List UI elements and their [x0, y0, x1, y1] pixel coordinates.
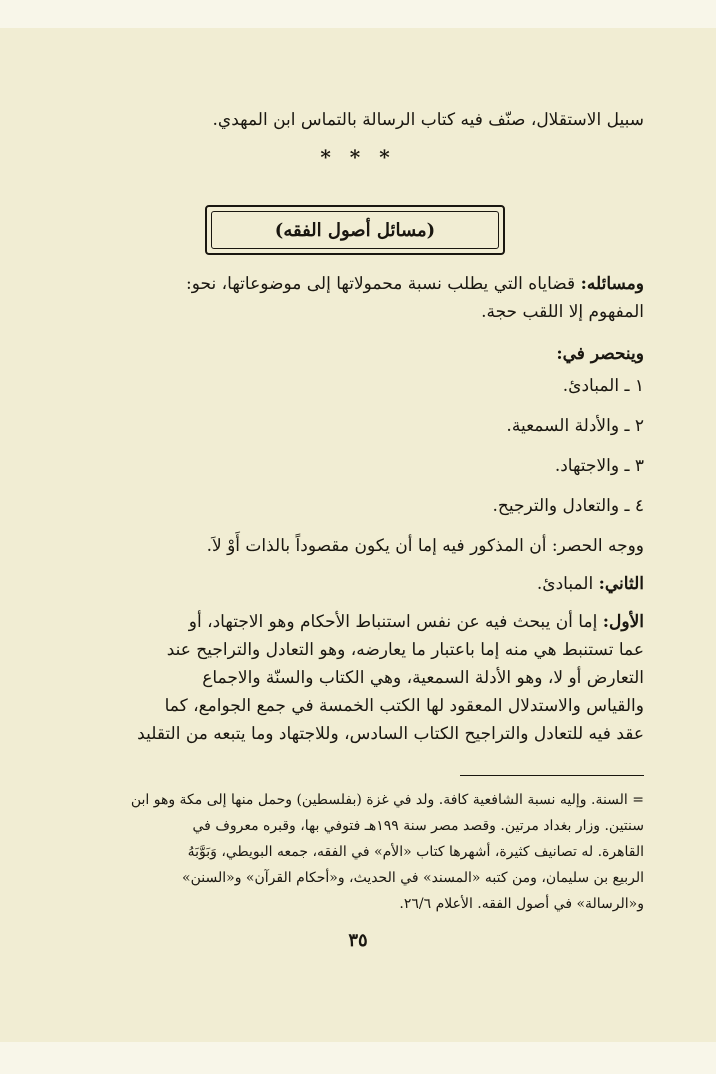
- body-line: التعارض أو لا، وهو الأدلة السمعية، وهي الكتاب والسنّة والاجماع: [202, 668, 644, 688]
- thani-label: الثاني:: [598, 574, 644, 594]
- separator-stars: * * *: [320, 145, 396, 169]
- list-item: ٣ ـ والاجتهاد.: [554, 456, 644, 476]
- wajh-label: ووجه الحصر:: [551, 536, 644, 556]
- footnote-line: الربيع بن سليمان، ومن كتبه «المسند» في الحديث، و«أحكام القرآن» و«السنن»: [182, 870, 644, 886]
- body-line: والقياس والاستدلال المعقود لها الكتب الخمسة في جمع الجوامع، كما: [164, 696, 644, 716]
- awwal-line: [110, 608, 644, 636]
- masail-label: ومسائله:: [580, 274, 644, 294]
- wajh-line: [110, 532, 644, 560]
- awwal-text: إما أن يبحث فيه عن نفس استنباط الأحكام وهو الاجتهاد، أو: [188, 612, 603, 632]
- footnote-line: و«الرسالة» في أصول الفقه. الأعلام ٢٦/٦.: [399, 896, 644, 912]
- body-line: عما تستنبط هي منه إما باعتبار ما يعارضه، وهو التعادل والتراجيح عند: [166, 640, 644, 660]
- list-item: ١ ـ المبادئ.: [562, 376, 644, 396]
- footnote-line: القاهرة. له تصانيف كثيرة، أشهرها كتاب «الأم» في الفقه، جمعه البويطي، وَبَوَّبَهُ: [187, 844, 644, 860]
- yanhasir-label: وينحصر في:: [556, 344, 644, 364]
- section-title: (مسائل أصول الفقه): [211, 211, 499, 249]
- body-line: عقد فيه للتعادل والتراجيح الكتاب السادس، وللاجتهاد وما يتبعه من التقليد: [137, 724, 644, 744]
- list-item: ٤ ـ والتعادل والترجيح.: [492, 496, 644, 516]
- page-number: ٣٥: [348, 930, 368, 951]
- thani-text: المبادئ.: [536, 574, 599, 594]
- section-title-frame: [205, 205, 505, 255]
- thani-line: [110, 570, 644, 598]
- masail-line: [110, 270, 644, 298]
- intro-line: سبيل الاستقلال، صنّف فيه كتاب الرسالة بالتماس ابن المهدي.: [212, 110, 644, 130]
- list-item: ٢ ـ والأدلة السمعية.: [506, 416, 644, 436]
- awwal-label: الأول:: [602, 612, 644, 632]
- footnote-line: سنتين. وزار بغداد مرتين. وقصد مصر سنة ١٩٩هـ فتوفي بها، وقبره معروف في: [192, 818, 644, 834]
- masail-line-2: المفهوم إلا اللقب حجة.: [481, 302, 644, 322]
- wajh-text: أن المذكور فيه إما أن يكون مقصوداً بالذات أَوْ لاَ.: [206, 536, 552, 556]
- footnote-divider: [460, 775, 644, 776]
- masail-text: قضاياه التي يطلب نسبة محمولاتها إلى موضوعاتها، نحو:: [186, 274, 581, 294]
- footnote-line: = السنة. وإليه نسبة الشافعية كافة. ولد في غزة (بفلسطين) وحمل منها إلى مكة وهو ابن: [130, 792, 644, 808]
